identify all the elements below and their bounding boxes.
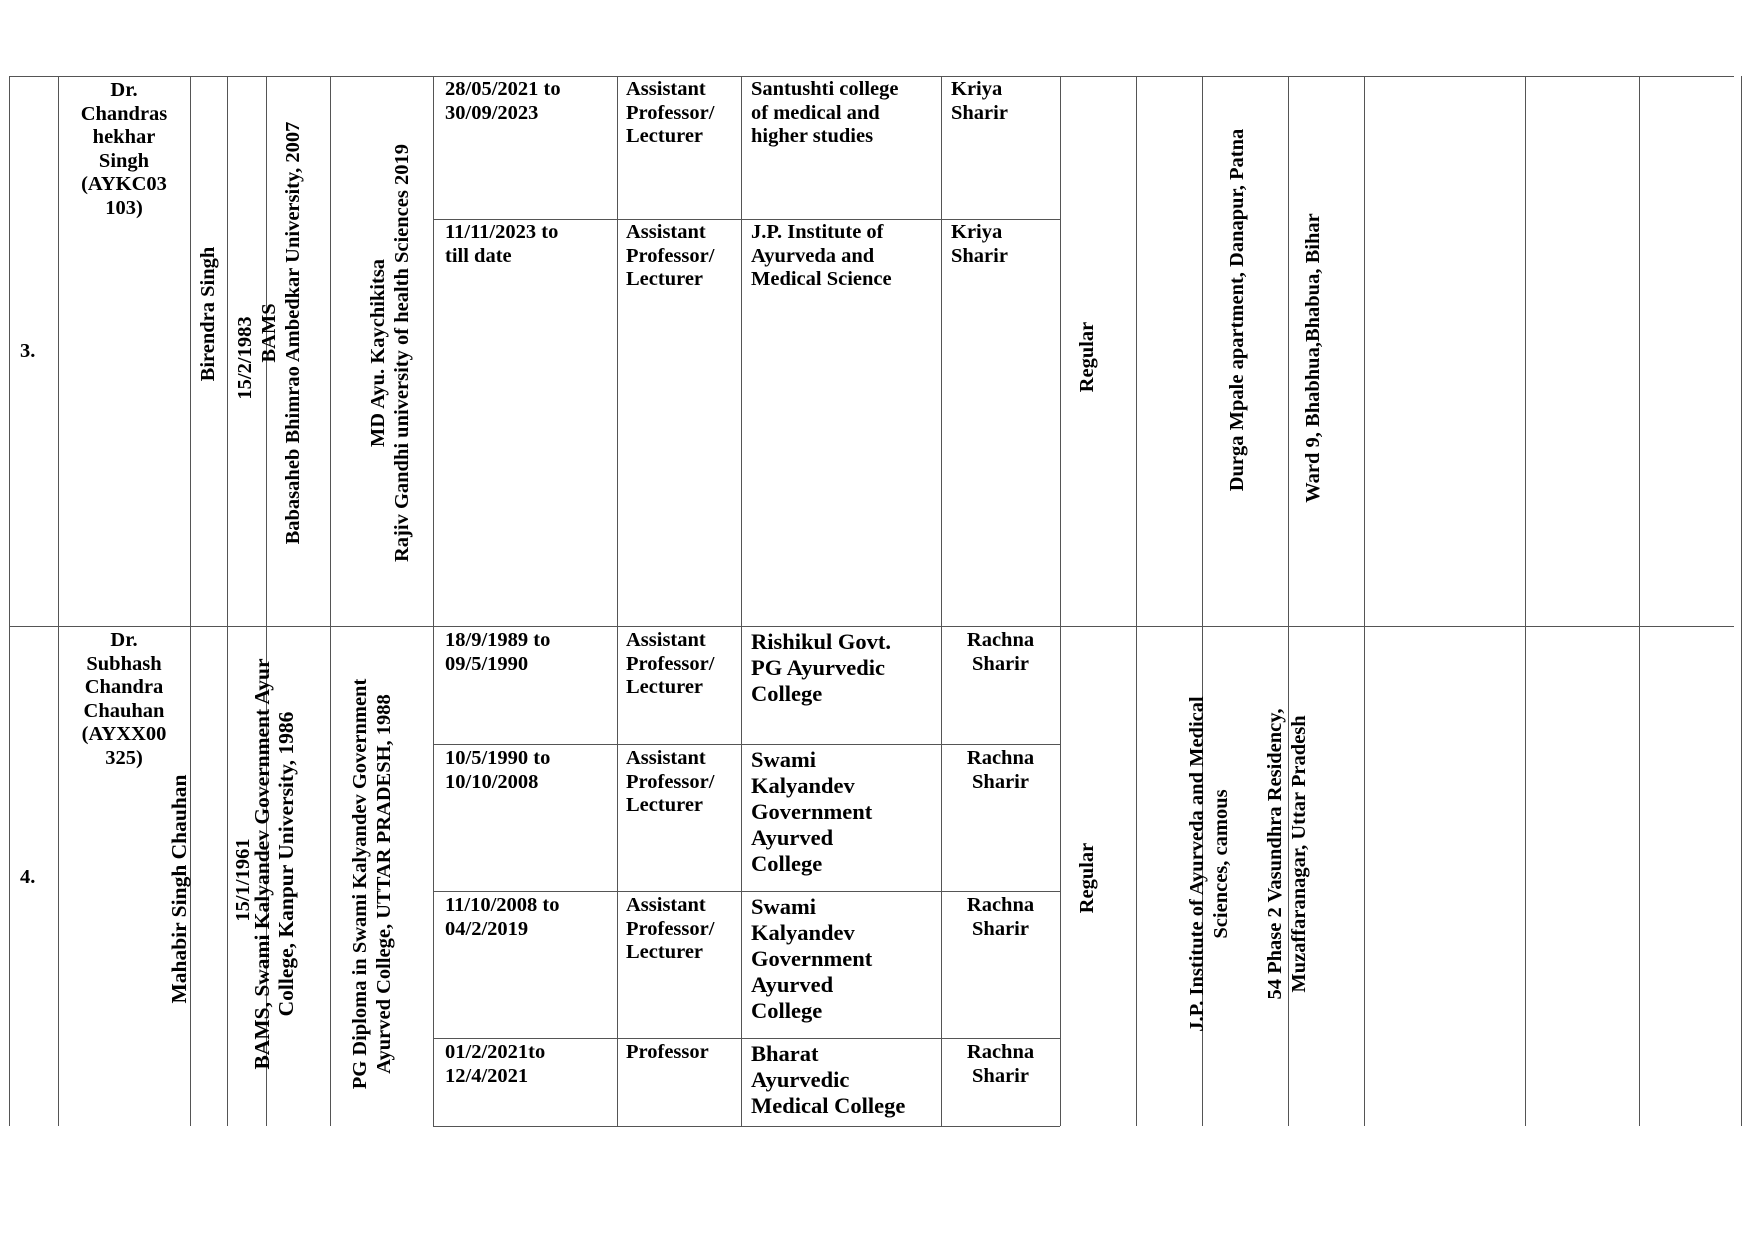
column-border: [941, 76, 942, 1126]
institute-name: Swami Kalyandev Government Ayurved College: [751, 747, 873, 876]
column-border: [1639, 76, 1640, 1126]
column-border: [330, 76, 331, 1126]
date-of-birth: 15/2/1983: [234, 316, 256, 400]
permanent-address: Ward 9, Bhabhua,Bhabua, Bihar: [1302, 213, 1324, 503]
department: Rachna Sharir: [966, 747, 1035, 793]
designation: Assistant Professor/ Lecturer: [626, 747, 715, 816]
permanent-address: 54 Phase 2 Vasundhra Residency, Muzaffaranagar, Uttar Pradesh: [1264, 708, 1310, 1000]
pg-qualification: MD Ayu. Kaychikitsa Rajiv Gandhi university of health Sciences 2019: [367, 144, 413, 562]
experience-divider: [433, 744, 1060, 745]
column-border: [1525, 76, 1526, 1126]
column-border: [9, 76, 10, 1126]
experience-divider: [433, 891, 1060, 892]
designation: Professor: [626, 1041, 709, 1063]
institute-name: Bharat Ayurvedic Medical College: [751, 1041, 906, 1118]
serial-number: 4.: [20, 866, 36, 888]
ug-qualification: BAMS Babasaheb Bhimrao Ambedkar University, 2007: [258, 121, 304, 545]
date-of-birth: 15/1/1961: [232, 838, 254, 922]
experience-period: 10/5/1990 to 10/10/2008: [445, 747, 551, 793]
column-border: [58, 76, 59, 1126]
department: Rachna Sharir: [966, 894, 1035, 940]
column-border: [1364, 76, 1365, 1126]
institute-name: Santushti college of medical and higher studies: [751, 78, 899, 147]
experience-bottom-border: [433, 1126, 1060, 1127]
institute-name: Swami Kalyandev Government Ayurved College: [751, 894, 873, 1023]
department: Kriya Sharir: [951, 78, 1008, 124]
serial-number: 3.: [20, 340, 36, 362]
department: Kriya Sharir: [951, 221, 1008, 267]
present-address: Durga Mpale apartment, Danapur, Patna: [1226, 128, 1248, 492]
column-border: [1741, 76, 1742, 1126]
experience-period: 18/9/1989 to 09/5/1990: [445, 629, 551, 675]
present-address: J.P. Institute of Ayurveda and Medical Sciences, camous: [1186, 696, 1232, 1032]
institute-name: Rishikul Govt. PG Ayurvedic College: [751, 629, 892, 706]
department: Rachna Sharir: [966, 629, 1035, 675]
column-border: [1136, 76, 1137, 1126]
column-border: [227, 76, 228, 1126]
experience-divider: [433, 219, 1060, 220]
experience-period: 11/11/2023 to till date: [445, 221, 559, 267]
faculty-name: Dr. Subhash Chandra Chauhan (AYXX00 325): [81, 629, 167, 769]
designation: Assistant Professor/ Lecturer: [626, 221, 715, 290]
column-border: [741, 76, 742, 1126]
experience-period: 11/10/2008 to 04/2/2019: [445, 894, 560, 940]
pg-qualification: PG Diploma in Swami Kalyandev Government Ayurved College, UTTAR PRADESH, 1988: [349, 678, 395, 1090]
faculty-name: Dr. Chandras hekhar Singh (AYKC03 103): [80, 79, 168, 219]
column-border: [1060, 76, 1061, 1126]
experience-period: 01/2/2021to 12/4/2021: [445, 1041, 546, 1087]
institute-name: J.P. Institute of Ayurveda and Medical Science: [751, 221, 892, 290]
designation: Assistant Professor/ Lecturer: [626, 78, 715, 147]
ug-qualification: BAMS, Swami Kalyandev Government Ayur College, Kanpur University, 1986: [250, 658, 298, 1070]
column-border: [617, 76, 618, 1126]
column-border: [433, 76, 434, 1126]
designation: Assistant Professor/ Lecturer: [626, 894, 715, 963]
designation: Assistant Professor/ Lecturer: [626, 629, 715, 698]
experience-divider: [433, 1038, 1060, 1039]
father-name: Birendra Singh: [197, 246, 219, 382]
experience-period: 28/05/2021 to 30/09/2023: [445, 78, 561, 124]
appointment-nature: Regular: [1076, 321, 1098, 393]
appointment-nature: Regular: [1076, 842, 1098, 914]
department: Rachna Sharir: [966, 1041, 1035, 1087]
father-name: Mahabir Singh Chauhan: [167, 774, 191, 1004]
